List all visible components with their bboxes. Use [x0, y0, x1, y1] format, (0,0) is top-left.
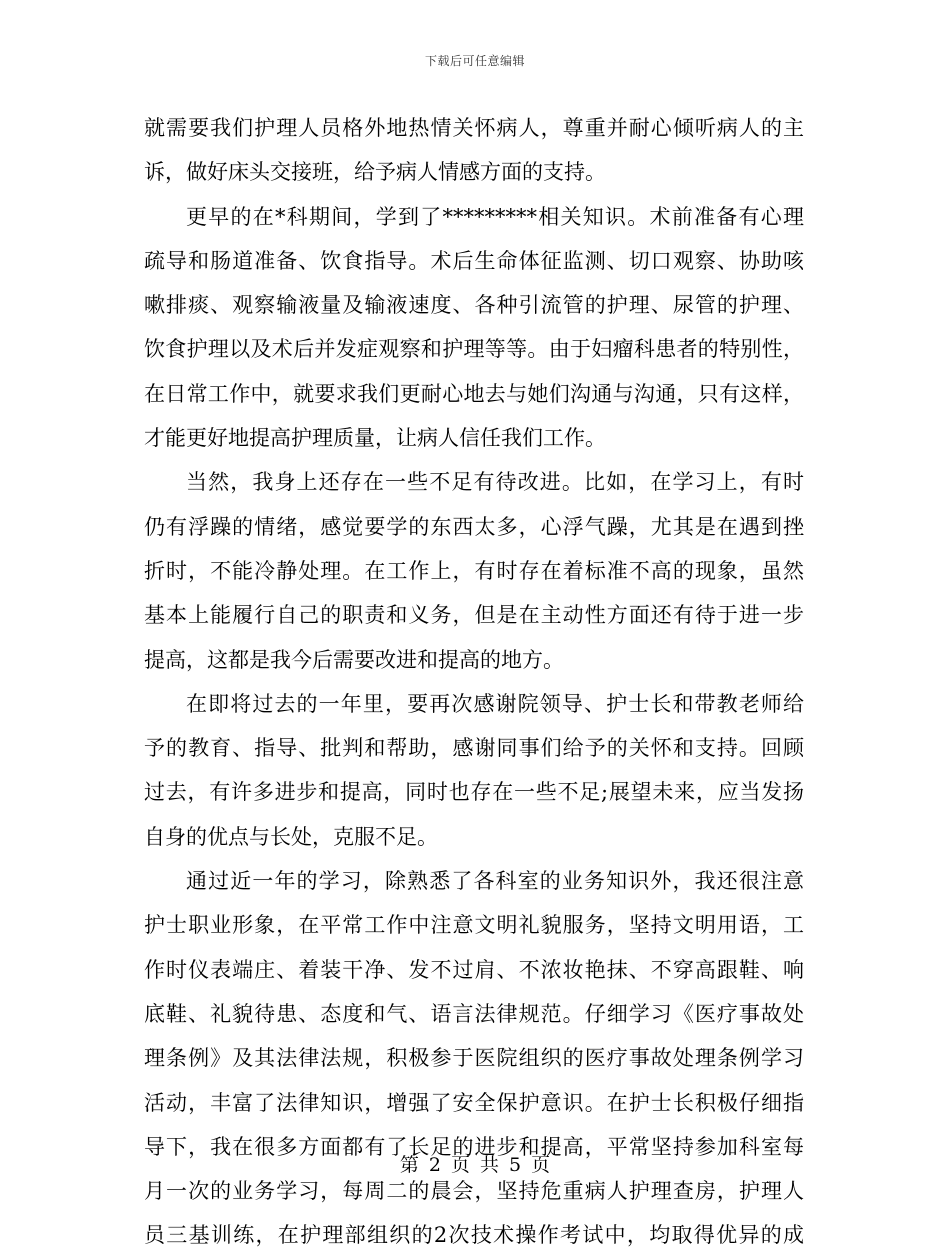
- text-line: 饮食护理以及术后并发症观察和护理等等。由于妇瘤科患者的特别性，: [144, 337, 804, 362]
- text-line: 导下，我在很多方面都有了长足的进步和提高，平常坚持参加科室每: [144, 1134, 804, 1159]
- text-line: 自身的优点与长处，克服不足。: [144, 824, 438, 849]
- paragraph: [144, 682, 804, 859]
- text-line: 嗽排痰、观察输液量及输液速度、各种引流管的护理、尿管的护理、: [144, 293, 804, 318]
- text-line: 就需要我们护理人员格外地热情关怀病人，尊重并耐心倾听病人的主: [144, 116, 804, 140]
- text-line: 折时，不能冷静处理。在工作上，有时存在着标准不高的现象，虽然: [144, 558, 804, 583]
- text-line: 护士职业形象，在平常工作中注意文明礼貌服务，坚持文明用语，工: [144, 913, 804, 938]
- page-header: 下载后可任意编辑: [424, 54, 525, 68]
- text-line: 疏导和肠道准备、饮食指导。术后生命体征监测、切口观察、协助咳: [144, 248, 804, 273]
- text-line: 更早的在*科期间，学到了*********相关知识。术前准备有心理: [186, 204, 804, 229]
- text-line: 基本上能履行自己的职责和义务，但是在主动性方面还有待于进一步: [144, 603, 804, 628]
- text-line: 才能更好地提高护理质量，让病人信任我们工作。: [144, 426, 606, 451]
- text-line: 在即将过去的一年里，要再次感谢院领导、护士长和带教老师给: [186, 691, 804, 716]
- paragraph: [144, 460, 804, 681]
- paragraph: [144, 859, 804, 1258]
- paragraph: [144, 106, 804, 195]
- text-line: 诉，做好床头交接班，给予病人情感方面的支持。: [144, 160, 606, 185]
- text-line: 活动，丰富了法律知识，增强了安全保护意识。在护士长积极仔细指: [144, 1090, 804, 1115]
- document-body: [144, 106, 804, 1258]
- text-line: 在日常工作中，就要求我们更耐心地去与她们沟通与沟通，只有这样，: [144, 381, 804, 406]
- text-line: 底鞋、礼貌待患、态度和气、语言法律规范。仔细学习《医疗事故处: [144, 1001, 804, 1026]
- text-line: 过去，有许多进步和提高，同时也存在一些不足;展望未来，应当发扬: [144, 780, 804, 805]
- text-line: 月一次的业务学习，每周二的晨会，坚持危重病人护理查房，护理人: [144, 1179, 804, 1204]
- paragraph: [144, 195, 804, 461]
- text-line: 员三基训练，在护理部组织的2次技术操作考试中，均取得优异的成: [144, 1223, 804, 1248]
- text-line: 当然，我身上还存在一些不足有待改进。比如，在学习上，有时: [186, 470, 804, 495]
- text-line: 理条例》及其法律法规，积极参于医院组织的医疗事故处理条例学习: [144, 1046, 804, 1071]
- text-line: 通过近一年的学习，除熟悉了各科室的业务知识外，我还很注意: [186, 869, 804, 894]
- text-line: 仍有浮躁的情绪，感觉要学的东西太多，心浮气躁，尤其是在遇到挫: [144, 514, 804, 539]
- text-line: 予的教育、指导、批判和帮助，感谢同事们给予的关怀和支持。回顾: [144, 736, 804, 761]
- text-line: 提高，这都是我今后需要改进和提高的地方。: [144, 647, 564, 672]
- page-number: 第 2 页 共 5 页: [399, 1154, 551, 1176]
- text-line: 作时仪表端庄、着装干净、发不过肩、不浓妆艳抹、不穿高跟鞋、响: [144, 957, 804, 982]
